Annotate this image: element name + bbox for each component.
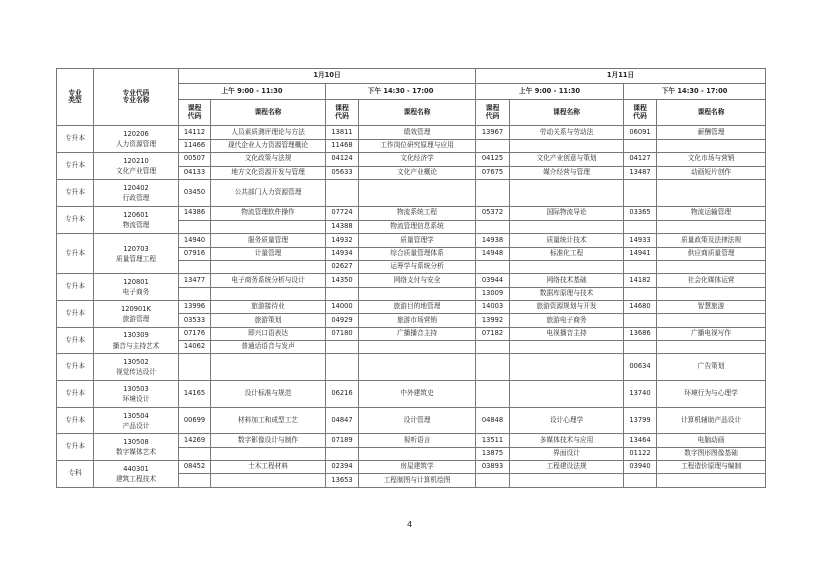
course-name: 广播播音主持	[359, 327, 476, 340]
course-name: 综合质量管理体系	[359, 247, 476, 260]
course-name	[211, 287, 326, 300]
course-code: 04847	[326, 407, 359, 434]
course-code	[624, 260, 657, 273]
course-code: 14388	[326, 220, 359, 233]
major-name: 产品设计	[122, 421, 150, 430]
course-name: 数字影像设计与制作	[211, 434, 326, 447]
major-code: 120402	[123, 183, 149, 192]
course-code	[326, 447, 359, 460]
course-code	[326, 341, 359, 354]
major-cell	[94, 153, 179, 180]
table-row	[57, 206, 766, 220]
header-session-2: 下午 14:30 - 17:00	[326, 84, 476, 99]
course-code: 07724	[326, 206, 359, 220]
major-level: 专升本	[57, 407, 94, 434]
course-code	[624, 220, 657, 233]
course-name	[510, 474, 624, 488]
major-cell	[94, 407, 179, 434]
course-code: 14934	[326, 247, 359, 260]
course-name: 供应商质量管理	[657, 247, 766, 260]
course-name: 工作岗位研究原理与应用	[359, 139, 476, 152]
course-name	[211, 447, 326, 460]
major-name: 电子商务	[122, 288, 150, 297]
course-name: 旅游接待业	[211, 300, 326, 313]
course-code	[476, 341, 510, 354]
major-cell	[94, 461, 179, 488]
course-code	[179, 447, 211, 460]
header-level-line2: 类型	[68, 96, 82, 105]
major-code: 130508	[123, 438, 149, 447]
page-number: 4	[406, 520, 413, 529]
course-code	[179, 474, 211, 488]
major-name: 播音与主持艺术	[112, 341, 160, 350]
major-level: 专升本	[57, 126, 94, 153]
course-name: 公共部门人力资源管理	[211, 179, 326, 206]
course-name: 文化产业创意与策划	[510, 153, 624, 166]
course-name: 电脑动画	[657, 434, 766, 447]
course-name: 普通话语音与发声	[211, 341, 326, 354]
course-name: 文化经济学	[359, 153, 476, 166]
course-name: 土木工程材料	[211, 461, 326, 474]
course-code: 14932	[326, 234, 359, 247]
course-code: 14680	[624, 300, 657, 313]
course-code	[179, 260, 211, 273]
major-cell	[94, 300, 179, 327]
major-cell	[94, 179, 179, 206]
course-name: 工程建设法规	[510, 461, 624, 474]
course-code: 07189	[326, 434, 359, 447]
course-code: 03533	[179, 314, 211, 327]
course-code: 14062	[179, 341, 211, 354]
course-name: 物流运输管理	[657, 206, 766, 220]
course-code: 06091	[624, 126, 657, 139]
major-name: 数字媒体艺术	[115, 448, 157, 457]
course-code: 13464	[624, 434, 657, 447]
course-code	[476, 381, 510, 408]
course-name	[211, 474, 326, 488]
course-name	[657, 474, 766, 488]
header-major-code: 专业代码	[122, 88, 150, 97]
course-name: 标准化工程	[510, 247, 624, 260]
major-code: 120206	[123, 130, 149, 139]
course-code	[326, 354, 359, 381]
course-name: 质量管理学	[359, 234, 476, 247]
course-code: 02394	[326, 461, 359, 474]
course-name	[657, 179, 766, 206]
course-name: 计量管理	[211, 247, 326, 260]
course-code: 00699	[179, 407, 211, 434]
table-row	[57, 461, 766, 474]
course-code: 14000	[326, 300, 359, 313]
course-name: 物流管理信息系统	[359, 220, 476, 233]
major-name: 建筑工程技术	[115, 475, 157, 484]
major-name: 旅游管理	[122, 314, 150, 323]
course-name: 界面设计	[510, 447, 624, 460]
major-name: 视觉传达设计	[115, 368, 157, 377]
major-code: 130502	[123, 358, 149, 367]
course-name: 国际物流导论	[510, 206, 624, 220]
course-code: 03893	[476, 461, 510, 474]
major-level: 专升本	[57, 179, 94, 206]
major-code: 120210	[123, 156, 149, 165]
course-code: 14938	[476, 234, 510, 247]
course-code: 04929	[326, 314, 359, 327]
course-name: 物流系统工程	[359, 206, 476, 220]
course-name: 劳动关系与劳动法	[510, 126, 624, 139]
course-name: 旅游策划	[211, 314, 326, 327]
course-name	[510, 220, 624, 233]
course-name: 质量政策及法律法规	[657, 234, 766, 247]
course-code: 14350	[326, 274, 359, 287]
course-code	[476, 474, 510, 488]
major-level: 专升本	[57, 434, 94, 461]
header-level-line1: 专业	[68, 88, 82, 97]
course-code	[326, 287, 359, 300]
course-code	[624, 287, 657, 300]
course-name: 多媒体技术与应用	[510, 434, 624, 447]
course-code	[624, 139, 657, 152]
course-code: 13799	[624, 407, 657, 434]
table-row	[57, 153, 766, 166]
course-name: 旅游市场营销	[359, 314, 476, 327]
course-name: 数字图形图像基础	[657, 447, 766, 460]
table-row	[57, 300, 766, 313]
major-cell	[94, 234, 179, 274]
course-code: 07675	[476, 166, 510, 179]
major-cell	[94, 206, 179, 234]
major-name: 环境设计	[122, 394, 150, 403]
course-name: 电视播音主持	[510, 327, 624, 340]
major-code: 440301	[123, 465, 149, 473]
course-name	[359, 287, 476, 300]
course-code	[476, 354, 510, 381]
course-code	[624, 341, 657, 354]
course-code: 03940	[624, 461, 657, 474]
course-code: 07916	[179, 247, 211, 260]
course-name: 环境行为与心理学	[657, 381, 766, 408]
course-code: 13686	[624, 327, 657, 340]
course-code	[624, 314, 657, 327]
course-name: 媒介经营与管理	[510, 166, 624, 179]
course-name: 旅游目的地管理	[359, 300, 476, 313]
course-name: 动画短片创作	[657, 166, 766, 179]
header-course-code: 课程 代码	[179, 99, 211, 126]
course-code: 05372	[476, 206, 510, 220]
course-code: 00634	[624, 354, 657, 381]
course-name: 计算机辅助产品设计	[657, 407, 766, 434]
course-name: 广播电视写作	[657, 327, 766, 340]
course-code	[326, 179, 359, 206]
course-code: 03944	[476, 274, 510, 287]
course-name: 薪酬管理	[657, 126, 766, 139]
course-name: 材料加工和成型工艺	[211, 407, 326, 434]
course-code: 04124	[326, 153, 359, 166]
table-row	[57, 234, 766, 247]
table-row	[57, 126, 766, 139]
header-course-name: 课程名称	[359, 99, 476, 126]
course-code: 13992	[476, 314, 510, 327]
course-name: 数据库原理与技术	[510, 287, 624, 300]
course-name	[657, 314, 766, 327]
course-code: 08452	[179, 461, 211, 474]
course-code: 07182	[476, 327, 510, 340]
major-name: 人力资源管理	[115, 140, 157, 149]
course-name: 现代企业人力资源管理概论	[211, 139, 326, 152]
course-code: 13811	[326, 126, 359, 139]
header-major-name: 专业名称	[122, 96, 150, 105]
course-name: 文化政策与法规	[211, 153, 326, 166]
header-course-code: 课程 代码	[624, 99, 657, 126]
major-level: 专升本	[57, 354, 94, 381]
course-name: 文化市场与营销	[657, 153, 766, 166]
course-name	[510, 354, 624, 381]
course-name: 房屋建筑学	[359, 461, 476, 474]
course-code: 13967	[476, 126, 510, 139]
course-name: 设计管理	[359, 407, 476, 434]
course-code: 14269	[179, 434, 211, 447]
course-name: 设计标准与规范	[211, 381, 326, 408]
course-code	[476, 260, 510, 273]
major-code: 120703	[123, 244, 149, 253]
course-name: 质量统计技术	[510, 234, 624, 247]
header-major	[94, 69, 179, 126]
course-name: 工程制图与计算机绘图	[359, 474, 476, 488]
course-code: 13875	[476, 447, 510, 460]
table-row	[57, 354, 766, 381]
major-level: 专升本	[57, 300, 94, 327]
course-code: 04133	[179, 166, 211, 179]
course-code: 07176	[179, 327, 211, 340]
major-level: 专科	[57, 461, 94, 488]
course-name: 绩效管理	[359, 126, 476, 139]
course-name: 地方文化资源开发与管理	[211, 166, 326, 179]
header-session-3: 上午 9:00 - 11:30	[476, 84, 624, 99]
course-code: 14182	[624, 274, 657, 287]
course-name: 视听语言	[359, 434, 476, 447]
major-code: 120801	[123, 278, 149, 287]
course-code: 07180	[326, 327, 359, 340]
course-name: 服务质量管理	[211, 234, 326, 247]
course-name	[359, 447, 476, 460]
course-name: 即兴口语表达	[211, 327, 326, 340]
major-level: 专升本	[57, 234, 94, 274]
major-name: 文化产业管理	[115, 167, 157, 175]
header-course-code: 课程 代码	[326, 99, 359, 126]
course-code: 14386	[179, 206, 211, 220]
course-name: 文化产业概论	[359, 166, 476, 179]
table-row	[57, 407, 766, 434]
major-level: 专升本	[57, 206, 94, 234]
course-name	[359, 354, 476, 381]
major-cell	[94, 354, 179, 381]
table-row	[57, 434, 766, 447]
major-level: 专升本	[57, 381, 94, 408]
course-name	[211, 220, 326, 233]
course-code: 14003	[476, 300, 510, 313]
course-code: 13009	[476, 287, 510, 300]
course-name	[657, 260, 766, 273]
course-code: 13996	[179, 300, 211, 313]
course-code: 11468	[326, 139, 359, 152]
course-name	[359, 341, 476, 354]
table-row	[57, 381, 766, 408]
major-code: 130309	[123, 331, 149, 340]
course-name	[359, 179, 476, 206]
course-code: 13477	[179, 274, 211, 287]
course-code	[476, 220, 510, 233]
course-code	[624, 179, 657, 206]
header-course-name: 课程名称	[510, 99, 624, 126]
course-code	[179, 220, 211, 233]
header-course-name: 课程名称	[657, 99, 766, 126]
course-name: 广告策划	[657, 354, 766, 381]
course-name: 旅游资源规划与开发	[510, 300, 624, 313]
major-level: 专升本	[57, 153, 94, 180]
exam-schedule-body	[57, 69, 766, 488]
course-code	[624, 474, 657, 488]
course-name: 网络支付与安全	[359, 274, 476, 287]
header-course-code: 课程 代码	[476, 99, 510, 126]
course-code	[179, 354, 211, 381]
header-session-1: 上午 9:00 - 11:30	[179, 84, 326, 99]
course-name: 旅游电子商务	[510, 314, 624, 327]
major-cell	[94, 327, 179, 354]
major-code: 120901K	[121, 304, 151, 313]
course-name	[510, 260, 624, 273]
course-name: 中外建筑史	[359, 381, 476, 408]
table-row	[57, 179, 766, 206]
course-name: 运筹学与系统分析	[359, 260, 476, 273]
course-name	[657, 341, 766, 354]
major-level: 专升本	[57, 274, 94, 301]
course-name	[510, 179, 624, 206]
course-code: 05633	[326, 166, 359, 179]
header-level	[57, 69, 94, 126]
course-code: 14941	[624, 247, 657, 260]
major-level: 专升本	[57, 327, 94, 354]
course-code: 14933	[624, 234, 657, 247]
course-name: 网络技术基础	[510, 274, 624, 287]
course-code: 13487	[624, 166, 657, 179]
table-row	[57, 327, 766, 340]
major-name: 物流管理	[122, 220, 150, 229]
table-row	[57, 274, 766, 287]
major-code: 120601	[123, 210, 149, 219]
course-name: 智慧旅游	[657, 300, 766, 313]
course-code: 06216	[326, 381, 359, 408]
course-name: 电子商务系统分析与设计	[211, 274, 326, 287]
exam-schedule-table	[56, 68, 766, 488]
course-code: 14112	[179, 126, 211, 139]
course-name	[211, 354, 326, 381]
major-name: 质量管理工程	[115, 254, 157, 263]
course-name: 人员素质测评理论与方法	[211, 126, 326, 139]
course-code: 14940	[179, 234, 211, 247]
course-name	[510, 139, 624, 152]
major-code: 130504	[123, 411, 149, 420]
course-code: 02627	[326, 260, 359, 273]
course-code: 13740	[624, 381, 657, 408]
course-code: 04848	[476, 407, 510, 434]
major-cell	[94, 381, 179, 408]
major-cell	[94, 126, 179, 153]
course-name	[510, 341, 624, 354]
course-name	[510, 381, 624, 408]
course-name: 工程造价原理与编制	[657, 461, 766, 474]
header-session-4: 下午 14:30 - 17:00	[624, 84, 766, 99]
course-code: 00507	[179, 153, 211, 166]
course-code	[476, 139, 510, 152]
header-day-1: 1月10日	[179, 69, 476, 84]
course-code	[179, 287, 211, 300]
course-code: 03365	[624, 206, 657, 220]
course-code: 03450	[179, 179, 211, 206]
course-name	[211, 260, 326, 273]
course-code: 11466	[179, 139, 211, 152]
course-code	[476, 179, 510, 206]
course-name	[657, 287, 766, 300]
course-code: 04125	[476, 153, 510, 166]
course-code: 14948	[476, 247, 510, 260]
course-name: 设计心理学	[510, 407, 624, 434]
course-code: 13653	[326, 474, 359, 488]
course-name	[657, 220, 766, 233]
header-day-2: 1月11日	[476, 69, 766, 84]
course-code: 13511	[476, 434, 510, 447]
header-row-dates	[57, 69, 766, 84]
course-name: 社会化媒体运营	[657, 274, 766, 287]
major-cell	[94, 434, 179, 461]
course-code: 14165	[179, 381, 211, 408]
major-code: 130503	[123, 384, 149, 393]
course-name	[657, 139, 766, 152]
major-cell	[94, 274, 179, 301]
major-name: 行政管理	[122, 193, 150, 202]
course-code: 01122	[624, 447, 657, 460]
header-course-name: 课程名称	[211, 99, 326, 126]
course-code: 04127	[624, 153, 657, 166]
course-name: 物流管理软件操作	[211, 206, 326, 220]
